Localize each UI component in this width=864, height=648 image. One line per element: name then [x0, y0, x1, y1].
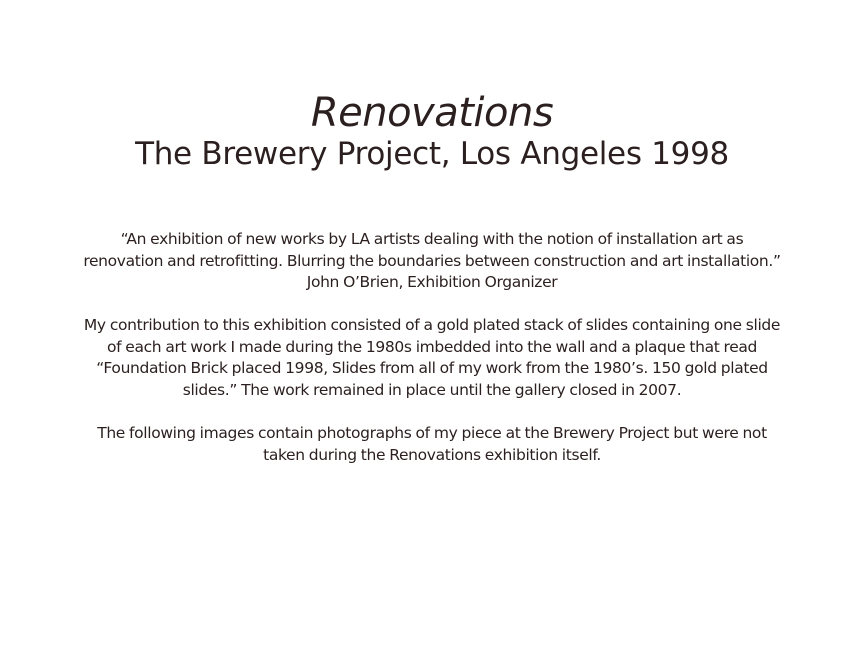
contribution-section	[82, 315, 782, 401]
page-subtitle: The Brewery Project, Los Angeles 1998	[135, 136, 729, 172]
contribution-paragraph: My contribution to this exhibition consisted of a gold plated stack of slides containing one slide of each art work I made during the 1980s imbedded into the wall and a plaque that read “Foundation Brick placed 1998, Slides from all of my work from the 1980’s. 150 gold plated slides.” The work remained in place until the gallery closed in 2007.	[83, 316, 781, 399]
quote-attribution: John O’Brien, Exhibition Organizer	[306, 273, 558, 292]
images-note-section	[82, 423, 782, 466]
quote-section	[82, 229, 782, 294]
exhibition-quote: “An exhibition of new works by LA artists dealing with the notion of installation art as renovation and retrofitting. Blurring the boundaries between construction and art installation.”	[83, 230, 781, 270]
page-title: Renovations	[310, 89, 554, 136]
images-note-paragraph: The following images contain photographs of my piece at the Brewery Project but were not taken during the Renovations exhibition itself.	[97, 424, 767, 464]
